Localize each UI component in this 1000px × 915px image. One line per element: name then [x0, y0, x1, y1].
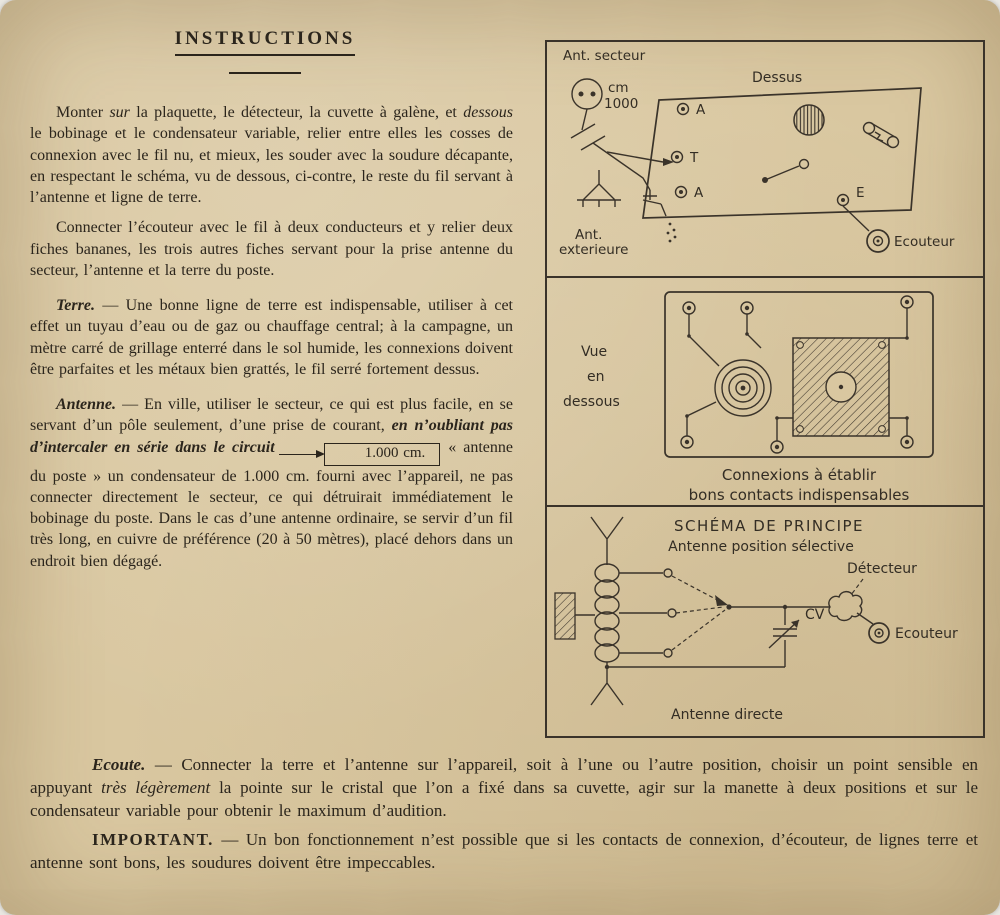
- paragraph-ecoute: [30, 753, 978, 822]
- panel-schematic: [547, 507, 983, 736]
- paragraph-montage: [30, 102, 513, 208]
- series-capacitor-icon: [571, 109, 674, 190]
- terminal-a1: [678, 104, 689, 115]
- knob-icon: [794, 105, 824, 135]
- section-lead-antenne: Antenne.: [56, 396, 117, 414]
- terminal-t: [672, 152, 683, 163]
- earphone-icon: [867, 230, 889, 252]
- text-run: la plaquette, le détecteur, la cuvette à galène, et: [129, 104, 464, 121]
- cm-label: cm: [608, 80, 629, 96]
- left-column: [30, 102, 513, 581]
- text-run: — Connecter la terre et l’antenne sur l’appareil, soit à l’une ou l’autre position, choisir un point sensible en appuyant: [30, 755, 978, 798]
- text-run: — En ville, utiliser le secteur, ce qui est plus facile, en se servant d’un pôle seulement, d’une prise de courant,: [30, 396, 513, 435]
- top-view-diagram: [547, 42, 983, 276]
- dessus-label: Dessus: [752, 70, 803, 86]
- title-block: [35, 28, 495, 74]
- cv-label: CV: [805, 607, 825, 623]
- detector-component-icon: [864, 123, 899, 148]
- text-run: le bobinage et le condensateur variable, relier entre elles les cosses de connexion avec le fil nu, et mieux, les souder avec la soudure décapante, en respectant le schéma, vu de dessous, ci-contre, le reste du fil servant à l’antenne et ligne de terre.: [30, 125, 513, 207]
- schema-subtitle: Antenne position sélective: [668, 539, 854, 555]
- panel-top-view: [547, 42, 983, 278]
- bottom-column: [30, 753, 978, 881]
- text-run: — Une bonne ligne de terre est indispensable, utiliser à cet effet un tuyau d’eau ou de gaz ou chauffage central; à la campagne, un mètre carré de grillage enterré dans le sol humide, les connexions doivent être parfaites et les métaux bien grattés, le fil serré fortement dessus.: [30, 297, 513, 378]
- text-run-italic: sur: [109, 104, 130, 121]
- earphone-wire: [843, 206, 869, 231]
- antenna-icon: [591, 517, 623, 565]
- ant-secteur-label: Ant. secteur: [563, 48, 646, 64]
- text-run: Monter: [56, 104, 110, 121]
- caption-connexions: Connexions à établir: [721, 466, 877, 484]
- antenne-directe-label: Antenne directe: [671, 707, 783, 723]
- underside-diagram: [547, 278, 983, 505]
- earphone-icon-2: [869, 623, 889, 643]
- ground-block-icon: [555, 593, 595, 639]
- schema-title: SCHÉMA DE PRINCIPE: [673, 517, 865, 535]
- paragraph-antenne: [30, 394, 513, 572]
- exterior-antenna-icon: [577, 170, 621, 207]
- paragraph-terre: [30, 295, 513, 380]
- section-lead-terre: Terre.: [56, 297, 95, 315]
- earphone-wire-2: [857, 613, 873, 624]
- arrow-right-icon: [279, 454, 323, 455]
- text-run: « antenne du poste » un condensateur de 1.000 cm. fourni avec l’appareil, ne pas connecter directement le secteur, ce qui détruirait immédiatement le bobinage du poste. Dans le cas d’une antenne ordinaire, se servir d’un fil très long, en cuivre de préférence (20 à 50 mètres), placé dehors dans un endroit bien dégagé.: [30, 438, 514, 570]
- text-run: la pointe sur le cristal que l’on a fixé dans sa cuvette, agir sur la manette à deux positions et sur le condensateur variable pour obtenir le maximum d’audition.: [30, 778, 979, 821]
- variable-capacitor-icon: [793, 338, 889, 436]
- lever-icon: [762, 160, 809, 184]
- terminal-e-label: E: [856, 185, 865, 201]
- ecouteur-label-top: Ecouteur: [894, 234, 955, 250]
- section-lead-important: IMPORTANT.: [92, 830, 214, 850]
- value-1000-label: 1000: [604, 96, 639, 112]
- page-title: INSTRUCTIONS: [175, 28, 356, 56]
- ant-exterieure-label-2: exterieure: [559, 242, 629, 258]
- schematic-diagram: [547, 507, 983, 736]
- text-run-italic: dessous: [463, 104, 513, 121]
- cv-capacitor-icon: [769, 605, 799, 667]
- dessous-label-2: dessous: [563, 394, 620, 410]
- paragraph-ecouteur: [30, 217, 513, 281]
- junction-dot: [605, 665, 609, 669]
- water-tap-icon: [643, 190, 676, 242]
- terminal-a2-label: A: [694, 185, 704, 201]
- section-lead-ecoute: Ecoute.: [92, 755, 146, 774]
- tuning-coil-icon: [595, 564, 619, 662]
- text-run: Connecter l’écouteur avec le fil à deux conducteurs et y relier deux fiches bananes, les trois autres fiches servant pour la prise antenne du secteur, l’antenne et la terre du poste.: [30, 219, 513, 279]
- terminal-t-label: T: [690, 150, 699, 166]
- panel-underside-view: [547, 278, 983, 507]
- paragraph-important: [30, 828, 978, 874]
- en-label: en: [587, 369, 605, 385]
- title-divider: [229, 72, 301, 74]
- terminal-a2: [676, 187, 687, 198]
- vue-label: Vue: [581, 344, 608, 360]
- text-run: — Un bon fonctionnement n’est possible que si les contacts de connexion, d’écouteur, de lignes terre et antenne sont bons, les soudures doivent être impeccables.: [30, 830, 978, 873]
- text-run-bold-italic: en n’oubliant pas d’intercaler en série dans le circuit: [30, 417, 513, 456]
- plaquette-outline: [643, 88, 921, 218]
- ant-exterieure-label-1: Ant.: [575, 227, 603, 243]
- caption-bons-contacts: bons contacts indispensables: [688, 486, 910, 504]
- ecouteur-label-bottom: Ecouteur: [895, 626, 958, 642]
- mains-socket-icon: [572, 79, 602, 109]
- terminal-e: [838, 195, 849, 206]
- terminal-a1-label: A: [696, 102, 706, 118]
- capacitor-value-box: 1.000 cm.: [324, 443, 441, 466]
- text-run-italic: très légèrement: [101, 778, 211, 798]
- detecteur-label: Détecteur: [847, 561, 917, 577]
- selector-switch-icon: [619, 569, 732, 657]
- diagram-column: [545, 40, 985, 738]
- capacitor-note: [279, 443, 441, 466]
- coil-icon: [715, 360, 771, 416]
